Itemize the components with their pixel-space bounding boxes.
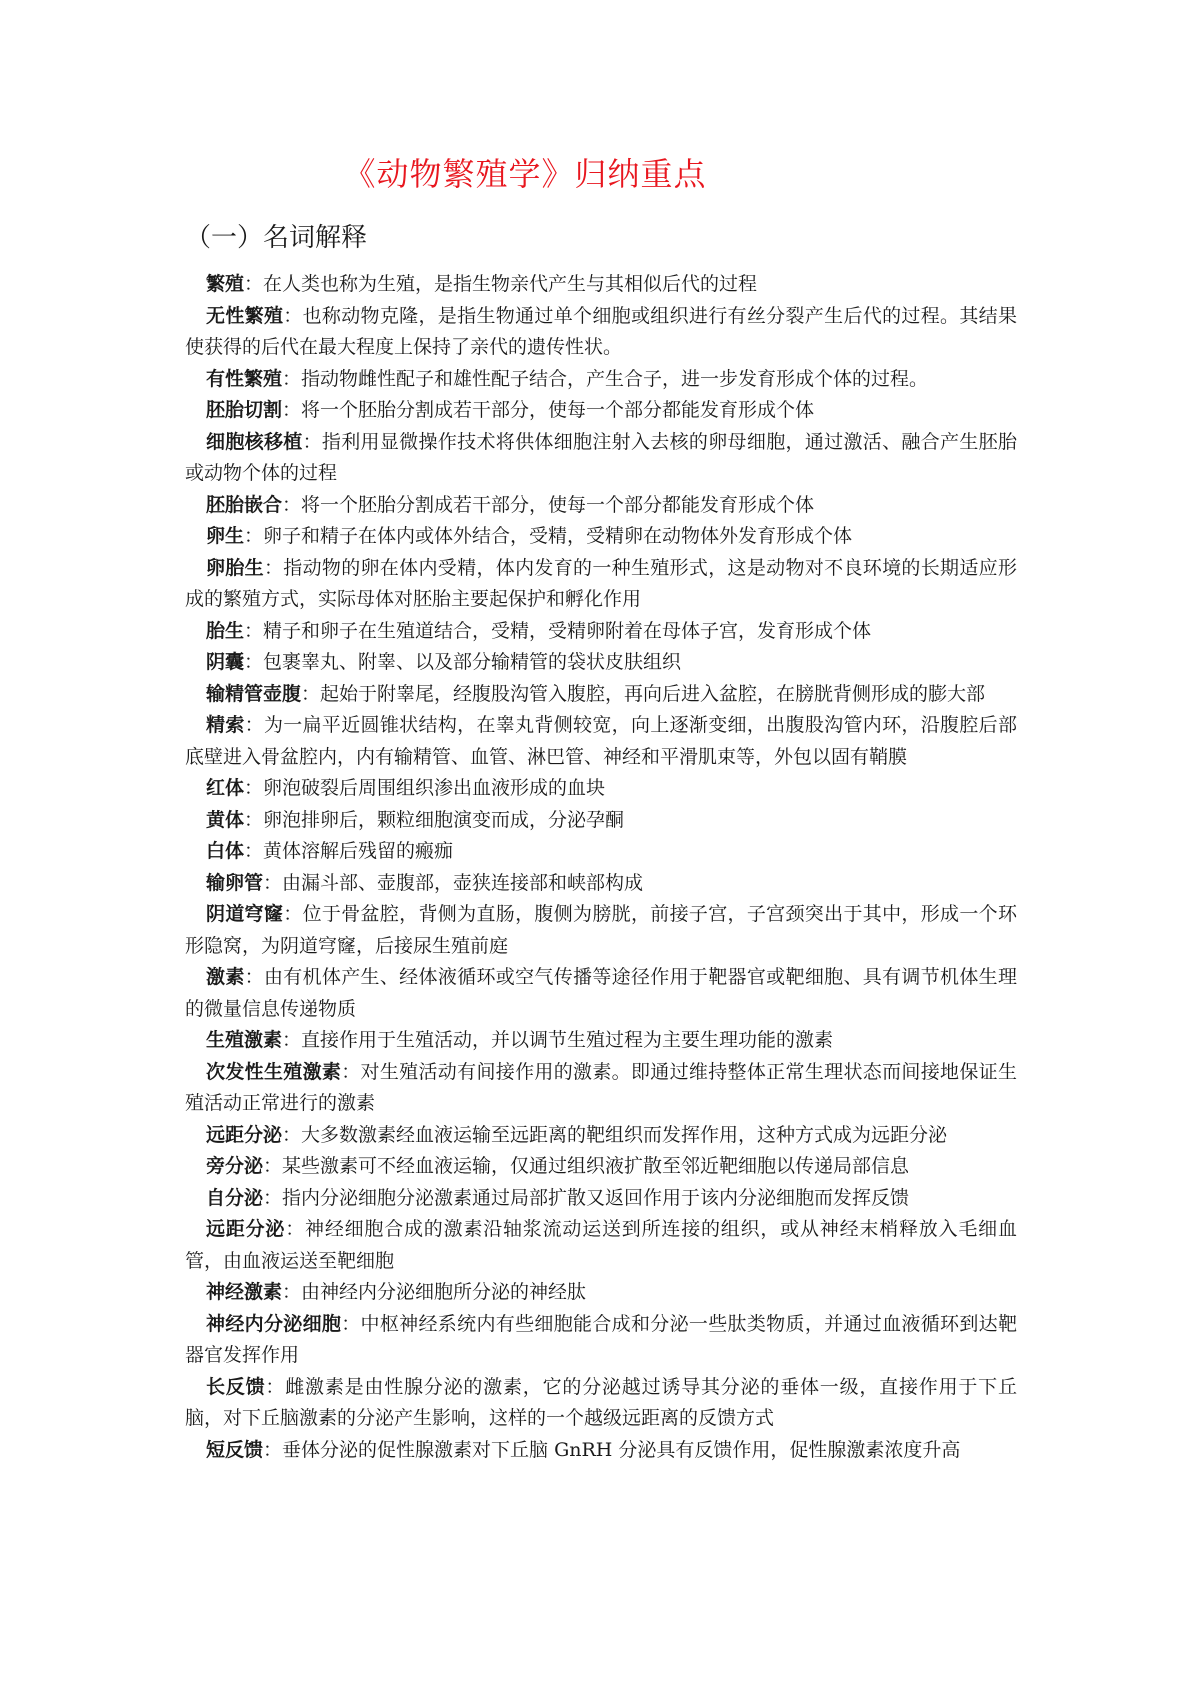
- definition-text: 起始于附睾尾，经腹股沟管入腹腔，再向后进入盆腔，在膀胱背侧形成的膨大部: [320, 682, 986, 705]
- definition-term: 输精管壶腹: [206, 682, 302, 705]
- term-separator: ：: [263, 1186, 283, 1209]
- term-separator: ：: [283, 304, 303, 327]
- term-separator: ：: [244, 714, 264, 736]
- term-separator: ：: [282, 367, 302, 390]
- definition-entry: [185, 301, 1017, 364]
- definition-entry: [185, 521, 1017, 553]
- definition-text: 指动物雌性配子和雄性配子结合，产生合子，进一步发育形成个体的过程。: [301, 367, 929, 390]
- term-separator: ：: [263, 1155, 283, 1177]
- term-separator: ：: [244, 966, 264, 988]
- term-separator: ：: [263, 871, 283, 894]
- definition-text: 指内分泌细胞分泌激素通过局部扩散又返回作用于该内分泌细胞而发挥反馈: [282, 1186, 910, 1209]
- definition-term: 细胞核移植: [206, 430, 303, 453]
- definition-text: 垂体分泌的促性腺激素对下丘脑 GnRH 分泌具有反馈作用，促性腺激素浓度升高: [282, 1438, 961, 1461]
- definition-term: 神经激素: [206, 1281, 283, 1303]
- term-separator: ：: [341, 1312, 361, 1335]
- definition-entry: [185, 364, 1017, 396]
- definition-entry: [185, 1151, 1017, 1183]
- definition-entry: [185, 805, 1017, 837]
- definition-entry: [185, 1277, 1017, 1309]
- definition-text: 指动物的卵在体内受精，体内发育的一种生殖形式，这是动物对不良环境的长期适应形成的繁殖方式，实际母体对胚胎主要起保护和孵化作用: [185, 556, 1017, 610]
- definition-term: 短反馈: [206, 1438, 264, 1461]
- definition-entry: [185, 647, 1017, 679]
- definition-term: 长反馈: [206, 1375, 266, 1398]
- definition-entry: [185, 269, 1017, 301]
- definition-text: 雌激素是由性腺分泌的激素，它的分泌越过诱导其分泌的垂体一级，直接作用于下丘脑，对下丘脑激素的分泌产生影响，这样的一个越级远距离的反馈方式: [185, 1375, 1017, 1429]
- definition-entry: [185, 490, 1017, 522]
- definition-text: 将一个胚胎分割成若干部分，使每一个部分都能发育形成个体: [301, 493, 815, 516]
- term-separator: ：: [244, 777, 264, 799]
- definition-term: 有性繁殖: [206, 367, 283, 390]
- definition-text: 神经细胞合成的激素沿轴浆流动运送到所连接的组织，或从神经末梢释放入毛细血管，由血液运送至靶细胞: [185, 1218, 1017, 1272]
- definition-text: 由漏斗部、壶腹部，壶狭连接部和峡部构成: [282, 871, 644, 894]
- term-separator: ：: [244, 525, 264, 547]
- term-separator: ：: [302, 430, 322, 453]
- definition-entry: [185, 427, 1017, 490]
- definition-entry: [185, 616, 1017, 648]
- definition-term: 无性繁殖: [206, 304, 284, 327]
- definition-term: 卵生: [206, 525, 245, 547]
- definition-term: 阴道穹窿: [206, 903, 284, 925]
- term-separator: ：: [244, 273, 264, 295]
- definition-term: 白体: [206, 840, 245, 862]
- term-separator: ：: [285, 1218, 306, 1240]
- definition-entry: [185, 868, 1017, 900]
- term-separator: ：: [244, 651, 264, 673]
- definitions-list: [185, 269, 1017, 1466]
- document-title: 《动物繁殖学》归纳重点: [343, 155, 707, 193]
- definition-text: 精子和卵子在生殖道结合，受精，受精卵附着在母体子宫，发育形成个体: [263, 619, 872, 642]
- definition-text: 黄体溶解后残留的瘢痂: [263, 840, 454, 862]
- term-separator: ：: [301, 682, 321, 705]
- definition-text: 中枢神经系统内有些细胞能合成和分泌一些肽类物质，并通过血液循环到达靶器官发挥作用: [185, 1312, 1017, 1366]
- definition-term: 卵胎生: [206, 556, 264, 579]
- definition-entry: [185, 1183, 1017, 1215]
- definition-entry: [185, 553, 1017, 616]
- definition-entry: [185, 773, 1017, 805]
- definition-term: 阴囊: [206, 651, 245, 673]
- definition-text: 由神经内分泌细胞所分泌的神经肽: [301, 1281, 587, 1303]
- definition-term: 旁分泌: [206, 1155, 264, 1177]
- definition-text: 将一个胚胎分割成若干部分，使每一个部分都能发育形成个体: [301, 399, 815, 421]
- definition-text: 包裹睾丸、附睾、以及部分输精管的袋状皮肤组织: [263, 651, 682, 673]
- definition-term: 自分泌: [206, 1186, 264, 1209]
- definition-text: 卵泡破裂后周围组织渗出血液形成的血块: [263, 777, 606, 799]
- definition-entry: [185, 1214, 1017, 1277]
- definition-term: 红体: [206, 777, 245, 799]
- term-separator: ：: [282, 1029, 302, 1051]
- definition-text: 为一扁平近圆锥状结构，在睾丸背侧较宽，向上逐渐变细，出腹股沟管内环，沿腹腔后部底壁进入骨盆腔内，内有输精管、血管、淋巴管、神经和平滑肌束等，外包以固有鞘膜: [185, 714, 1017, 768]
- definition-entry: [185, 836, 1017, 868]
- definition-term: 胎生: [206, 619, 245, 642]
- definition-text: 指利用显微操作技术将供体细胞注射入去核的卵母细胞，通过激活、融合产生胚胎或动物个体的过程: [185, 430, 1017, 484]
- definition-entry: [185, 710, 1017, 773]
- definition-term: 生殖激素: [206, 1029, 283, 1051]
- definition-term: 远距分泌: [206, 1123, 283, 1146]
- term-separator: ：: [244, 840, 264, 862]
- definition-term: 繁殖: [206, 273, 245, 295]
- term-separator: ：: [263, 1438, 283, 1461]
- term-separator: ：: [283, 903, 303, 925]
- definition-text: 卵子和精子在体内或体外结合，受精，受精卵在动物体外发育形成个体: [263, 525, 853, 547]
- term-separator: ：: [244, 619, 264, 642]
- definition-text: 对生殖活动有间接作用的激素。即通过维持整体正常生理状态而间接地保证生殖活动正常进行的激素: [185, 1060, 1017, 1114]
- definition-entry: [185, 1057, 1017, 1120]
- definition-term: 精索: [206, 714, 245, 736]
- term-separator: ：: [265, 1375, 286, 1398]
- definition-text: 也称动物克隆，是指生物通过单个细胞或组织进行有丝分裂产生后代的过程。其结果使获得的后代在最大程度上保持了亲代的遗传性状。: [185, 304, 1017, 358]
- definition-term: 黄体: [206, 808, 245, 831]
- term-separator: ：: [282, 1281, 302, 1303]
- definition-text: 卵泡排卵后，颗粒细胞演变而成，分泌孕酮: [263, 808, 625, 831]
- definition-text: 由有机体产生、经体液循环或空气传播等途径作用于靶器官或靶细胞、具有调节机体生理的微量信息传递物质: [185, 966, 1017, 1020]
- definition-entry: [185, 899, 1017, 962]
- term-separator: ：: [282, 399, 302, 421]
- term-separator: ：: [282, 1123, 302, 1146]
- definition-entry: [185, 1435, 1017, 1467]
- term-separator: ：: [341, 1060, 361, 1083]
- term-separator: ：: [282, 493, 302, 516]
- definition-term: 次发性生殖激素: [206, 1060, 342, 1083]
- definition-term: 胚胎切割: [206, 399, 283, 421]
- definition-entry: [185, 1309, 1017, 1372]
- term-separator: ：: [244, 808, 264, 831]
- definition-entry: [185, 395, 1017, 427]
- definition-text: 大多数激素经血液运输至远距离的靶组织而发挥作用，这种方式成为远距分泌: [301, 1123, 948, 1146]
- definition-entry: [185, 962, 1017, 1025]
- definition-term: 神经内分泌细胞: [206, 1312, 342, 1335]
- definition-term: 远距分泌: [206, 1218, 286, 1240]
- definition-text: 直接作用于生殖活动，并以调节生殖过程为主要生理功能的激素: [301, 1029, 834, 1051]
- definition-entry: [185, 1025, 1017, 1057]
- definition-text: 在人类也称为生殖，是指生物亲代产生与其相似后代的过程: [263, 273, 758, 295]
- definition-text: 位于骨盆腔，背侧为直肠，腹侧为膀胱，前接子宫，子宫颈突出于其中，形成一个环形隐窝，为阴道穹窿，后接尿生殖前庭: [185, 903, 1017, 957]
- definition-term: 输卵管: [206, 871, 264, 894]
- definition-term: 激素: [206, 966, 245, 988]
- term-separator: ：: [263, 556, 284, 579]
- definition-text: 某些激素可不经血液运输，仅通过组织液扩散至邻近靶细胞以传递局部信息: [282, 1155, 910, 1177]
- definition-entry: [185, 1120, 1017, 1152]
- definition-term: 胚胎嵌合: [206, 493, 283, 516]
- section-heading: （一）名词解释: [185, 223, 368, 253]
- definition-entry: [185, 1372, 1017, 1435]
- definition-entry: [185, 679, 1017, 711]
